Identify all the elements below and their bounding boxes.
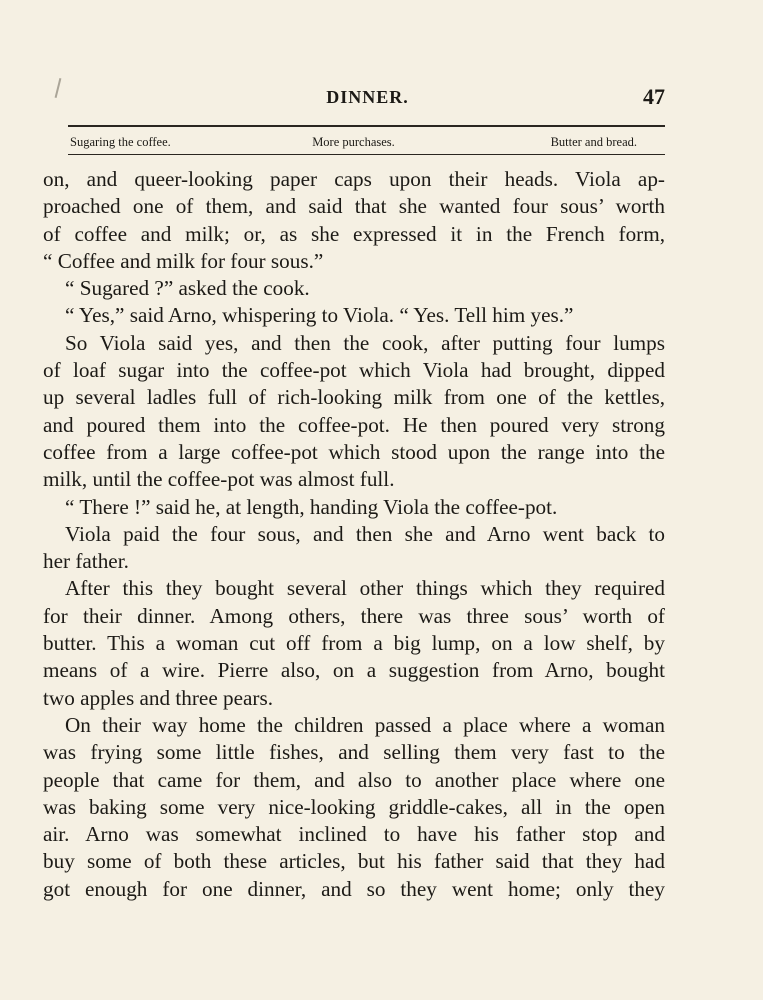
text-line: “ Yes,” said Arno, whispering to Viola. “ Yes. Tell him yes.” [65, 303, 574, 328]
text-line: Viola paid the four sous, and then she and Arno went back to [65, 521, 665, 546]
text-line: butter. This a woman cut off from a big lump, on a low shelf, by [43, 631, 665, 656]
header-rule-top [68, 125, 665, 127]
text-line: proached one of them, and said that she wanted four sous’ worth [43, 194, 665, 219]
header-rule-bottom [68, 154, 665, 155]
text-line: milk, until the coffee-pot was almost full. [43, 467, 395, 492]
text-line: So Viola said yes, and then the cook, after putting four lumps [65, 330, 665, 355]
text-line: her father. [43, 549, 129, 574]
text-line: people that came for them, and also to another place where one [43, 767, 665, 792]
text-line: On their way home the children passed a place where a woman [65, 712, 665, 737]
text-line: coffee from a large coffee-pot which stood upon the range into the [43, 439, 665, 464]
sidenote-center: More purchases. [312, 135, 395, 149]
text-line: buy some of both these articles, but his father said that they had [43, 849, 665, 874]
sidenote-left: Sugaring the coffee. [70, 135, 171, 149]
text-line: was frying some little fishes, and selling them very fast to the [43, 740, 665, 765]
text-line: was baking some very nice-looking griddle-cakes, all in the open [43, 794, 665, 819]
text-line: “ Sugared ?” asked the cook. [65, 276, 310, 301]
text-line: on, and queer-looking paper caps upon their heads. Viola ap- [43, 167, 665, 191]
page-number: 47 [643, 84, 665, 109]
sidenote-bar [70, 135, 637, 151]
text-line: got enough for one dinner, and so they went home; only they [43, 876, 665, 901]
text-line: and poured them into the coffee-pot. He then poured very strong [43, 412, 665, 437]
running-head [70, 84, 665, 114]
text-line: “ There !” said he, at length, handing Viola the coffee-pot. [65, 494, 558, 519]
text-line: of loaf sugar into the coffee-pot which Viola had brought, dipped [43, 358, 665, 383]
text-line: for their dinner. Among others, there was three sous’ worth of [43, 603, 665, 628]
chapter-title: DINNER. [326, 87, 409, 107]
text-line: “ Coffee and milk for four sous.” [43, 248, 324, 273]
body-text [43, 166, 665, 903]
text-line: up several ladles full of rich-looking milk from one of the kettles, [43, 385, 665, 410]
sidenote-right: Butter and bread. [550, 135, 637, 149]
text-line: After this they bought several other things which they required [65, 576, 665, 601]
text-line: two apples and three pears. [43, 685, 274, 710]
text-line: air. Arno was somewhat inclined to have his father stop and [43, 822, 665, 847]
pencil-mark [55, 78, 62, 98]
text-line: of coffee and milk; or, as she expressed it in the French form, [43, 221, 665, 246]
text-line: means of a wire. Pierre also, on a suggestion from Arno, bought [43, 658, 665, 683]
